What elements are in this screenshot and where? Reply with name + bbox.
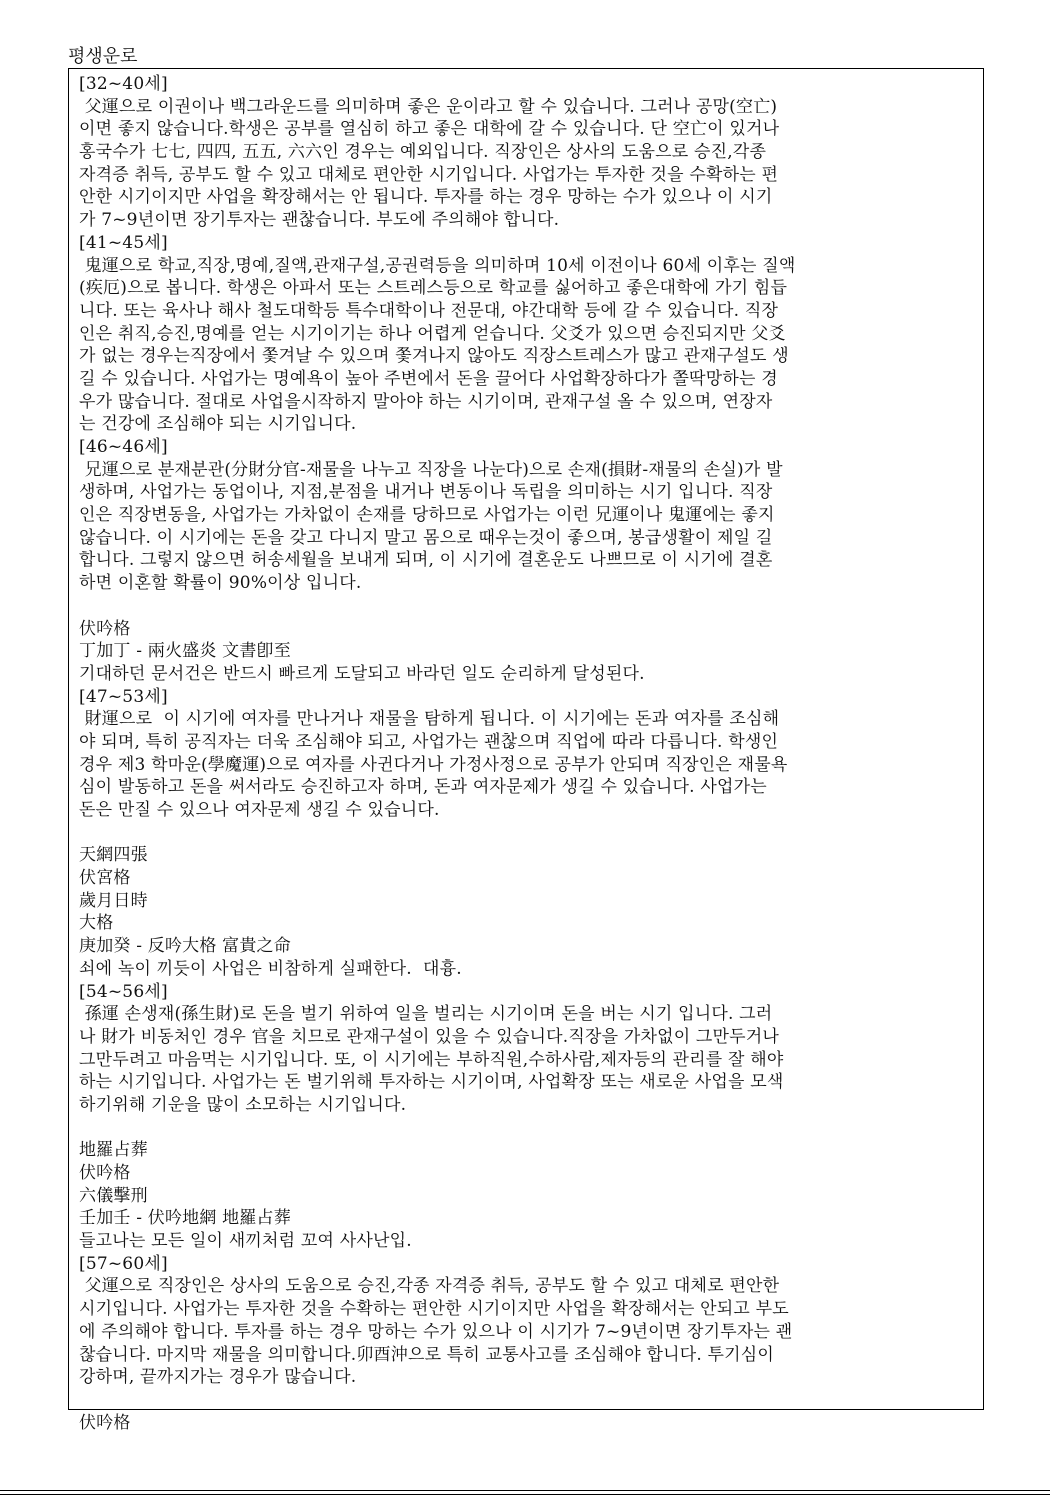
age-range-heading: [47~53세] (79, 686, 168, 707)
text-line: 庚加癸 - 反吟大格 富貴之命 (79, 936, 291, 957)
footer-rule-bottom (0, 1494, 1050, 1495)
blank-line (79, 595, 973, 618)
text-line: 나 財가 비동처인 경우 官을 치므로 관재구설이 있을 수 있습니다.직장을 가차없이 그만두거나 (79, 1026, 780, 1047)
blank-line (79, 1389, 973, 1412)
text-line: 시기입니다. 사업가는 투자한 것을 수확하는 편안한 시기이지만 사업을 확장해서는 안되고 부도 (79, 1299, 789, 1320)
text-line: 강하며, 끝까지가는 경우가 많습니다. (79, 1367, 357, 1388)
text-line: 하기위해 기운을 많이 소모하는 시기입니다. (79, 1094, 407, 1115)
text-line: 壬加壬 - 伏吟地網 地羅占葬 (79, 1208, 291, 1229)
text-line: 우가 많습니다. 절대로 사업을시작하지 말아야 하는 시기이며, 관재구설 올 수 있으며, 연장자 (79, 391, 773, 412)
text-line: 에 주의해야 합니다. 투자를 하는 경우 망하는 수가 있으나 이 시기가 7~9년이면 장기투자는 괜 (79, 1321, 793, 1342)
text-line: 天網四張 (79, 845, 148, 866)
text-line: 찮습니다. 마지막 재물을 의미합니다.卯酉沖으로 특히 교통사고를 조심해야 합니다. 투기심이 (79, 1344, 775, 1365)
text-line: 父運으로 이권이나 백그라운드를 의미하며 좋은 운이라고 할 수 있습니다. 그러나 공망(空亡) (79, 96, 778, 117)
text-line: 大格 (79, 913, 114, 934)
footer-rule-top (0, 1490, 1050, 1491)
text-line: 六儀擊刑 (79, 1185, 148, 1206)
text-line: 가 7~9년이면 장기투자는 괜찮습니다. 부도에 주의해야 합니다. (79, 210, 560, 231)
text-line: 니다. 또는 육사나 해사 철도대학등 특수대학이나 전문대, 야간대학 등에 갈 수 있습니다. 직장 (79, 300, 779, 321)
text-line: (疾厄)으로 봅니다. 학생은 아파서 또는 스트레스등으로 학교를 싫어하고 좋은대학에 가기 힘듭 (79, 278, 788, 299)
text-line: 하면 이혼할 확률이 90%이상 입니다. (79, 573, 362, 594)
text-line: 가 없는 경우는직장에서 쫓겨날 수 있으며 쫓겨나지 않아도 직장스트레스가 많고 관재구설도 생 (79, 346, 789, 367)
text-line: 심이 발동하고 돈을 써서라도 승진하고자 하며, 돈과 여자문제가 생길 수 있습니다. 사업가는 (79, 777, 767, 798)
text-line: 하는 시기입니다. 사업가는 돈 벌기위해 투자하는 시기이며, 사업확장 또는 새로운 사업을 모색 (79, 1072, 784, 1093)
text-line: 伏吟格 (79, 1163, 131, 1183)
text-line: 자격증 취득, 공부도 할 수 있고 대체로 편안한 시기입니다. 사업가는 투자한 것을 수확하는 편 (79, 164, 779, 185)
blank-line (79, 822, 973, 845)
text-line: 쇠에 녹이 끼듯이 사업은 비참하게 실패한다. 대흉. (79, 958, 462, 979)
text-line: 경우 제3 학마운(學魔運)으로 여자를 사귄다거나 가정사정으로 공부가 안되며 직장인은 재물욕 (79, 754, 788, 775)
text-line: 기대하던 문서건은 반드시 빠르게 도달되고 바라던 일도 순리하게 달성된다. (79, 663, 645, 684)
page-title: 평생운로 (68, 46, 138, 67)
text-body (79, 73, 973, 1434)
text-line: 歲月日時 (79, 890, 148, 911)
text-line: 인은 직장변동을, 사업가는 가차없이 손재를 당하므로 사업가는 이런 兄運이나 鬼運에는 좋지 (79, 505, 775, 526)
text-line: 孫運 손생재(孫生財)로 돈을 벌기 위하여 일을 벌리는 시기이며 돈을 버는 시기 입니다. 그러 (79, 1004, 773, 1025)
age-range-heading: [32~40세] (79, 74, 168, 94)
text-line: 父運으로 직장인은 상사의 도움으로 승진,각종 자격증 취득, 공부도 할 수 있고 대체로 편안한 (79, 1276, 780, 1297)
text-line: 兄運으로 분재분관(分財分官-재물을 나누고 직장을 나눈다)으로 손재(損財-재물의 손실)가 발 (79, 459, 783, 480)
age-range-heading: [46~46세] (79, 437, 168, 457)
text-line: 鬼運으로 학교,직장,명예,질액,관재구설,공권력등을 의미하며 10세 이전이나 60세 이후는 질액 (79, 255, 796, 276)
text-line: 안한 시기이지만 사업을 확장해서는 안 됩니다. 투자를 하는 경우 망하는 수가 있으나 이 시기 (79, 187, 773, 208)
age-range-heading: [54~56세] (79, 981, 168, 1002)
text-line: 야 되며, 특히 공직자는 더욱 조심해야 되고, 사업가는 괜찮으며 직업에 따라 다릅니다. 학생인 (79, 731, 779, 752)
text-line: 생하며, 사업가는 동업이나, 지점,분점을 내거나 변동이나 독립을 의미하는 시기 입니다. 직장 (79, 482, 773, 503)
text-line: 합니다. 그렇지 않으면 허송세월을 보내게 되며, 이 시기에 결혼운도 나쁘므로 이 시기에 결혼 (79, 550, 773, 571)
age-range-heading: [57~60세] (79, 1253, 168, 1274)
text-line: 홍국수가 七七, 四四, 五五, 六六인 경우는 예외입니다. 직장인은 상사의 도움으로 승진,각종 (79, 142, 767, 163)
text-line: 는 건강에 조심해야 되는 시기입니다. (79, 414, 357, 435)
text-line: 않습니다. 이 시기에는 돈을 갖고 다니지 말고 몸으로 때우는것이 좋으며, 봉급생활이 제일 길 (79, 527, 773, 548)
content-frame (68, 68, 984, 1433)
text-line: 인은 취직,승진,명예를 얻는 시기이기는 하나 어렵게 얻습니다. 父爻가 있으면 승진되지만 父爻 (79, 323, 786, 344)
text-line: 들고나는 모든 일이 새끼처럼 꼬여 사사난입. (79, 1231, 412, 1252)
text-line: 伏吟格 (79, 618, 131, 639)
text-line: 伏宮格 (79, 868, 131, 889)
text-line: 길 수 있습니다. 사업가는 명예욕이 높아 주변에서 돈을 끌어다 사업확장하다가 쫄딱망하는 경 (79, 368, 778, 389)
text-line: 丁加丁 - 兩火盛炎 文書卽至 (79, 641, 291, 662)
text-line: 地羅占葬 (79, 1140, 148, 1161)
text-line: 돈은 만질 수 있으나 여자문제 생길 수 있습니다. (79, 800, 440, 820)
age-range-heading: [41~45세] (79, 232, 168, 253)
text-line: 이면 좋지 않습니다.학생은 공부를 열심히 하고 좋은 대학에 갈 수 있습니다. 단 空亡이 있거나 (79, 119, 780, 140)
text-line: 伏吟格 (79, 1412, 131, 1433)
blank-line (79, 1117, 973, 1140)
text-line: 그만두려고 마음먹는 시기입니다. 또, 이 시기에는 부하직원,수하사람,제자등의 관리를 잘 해야 (79, 1049, 784, 1070)
text-line: 財運으로 이 시기에 여자를 만나거나 재물을 탐하게 됩니다. 이 시기에는 돈과 여자를 조심해 (79, 709, 780, 730)
